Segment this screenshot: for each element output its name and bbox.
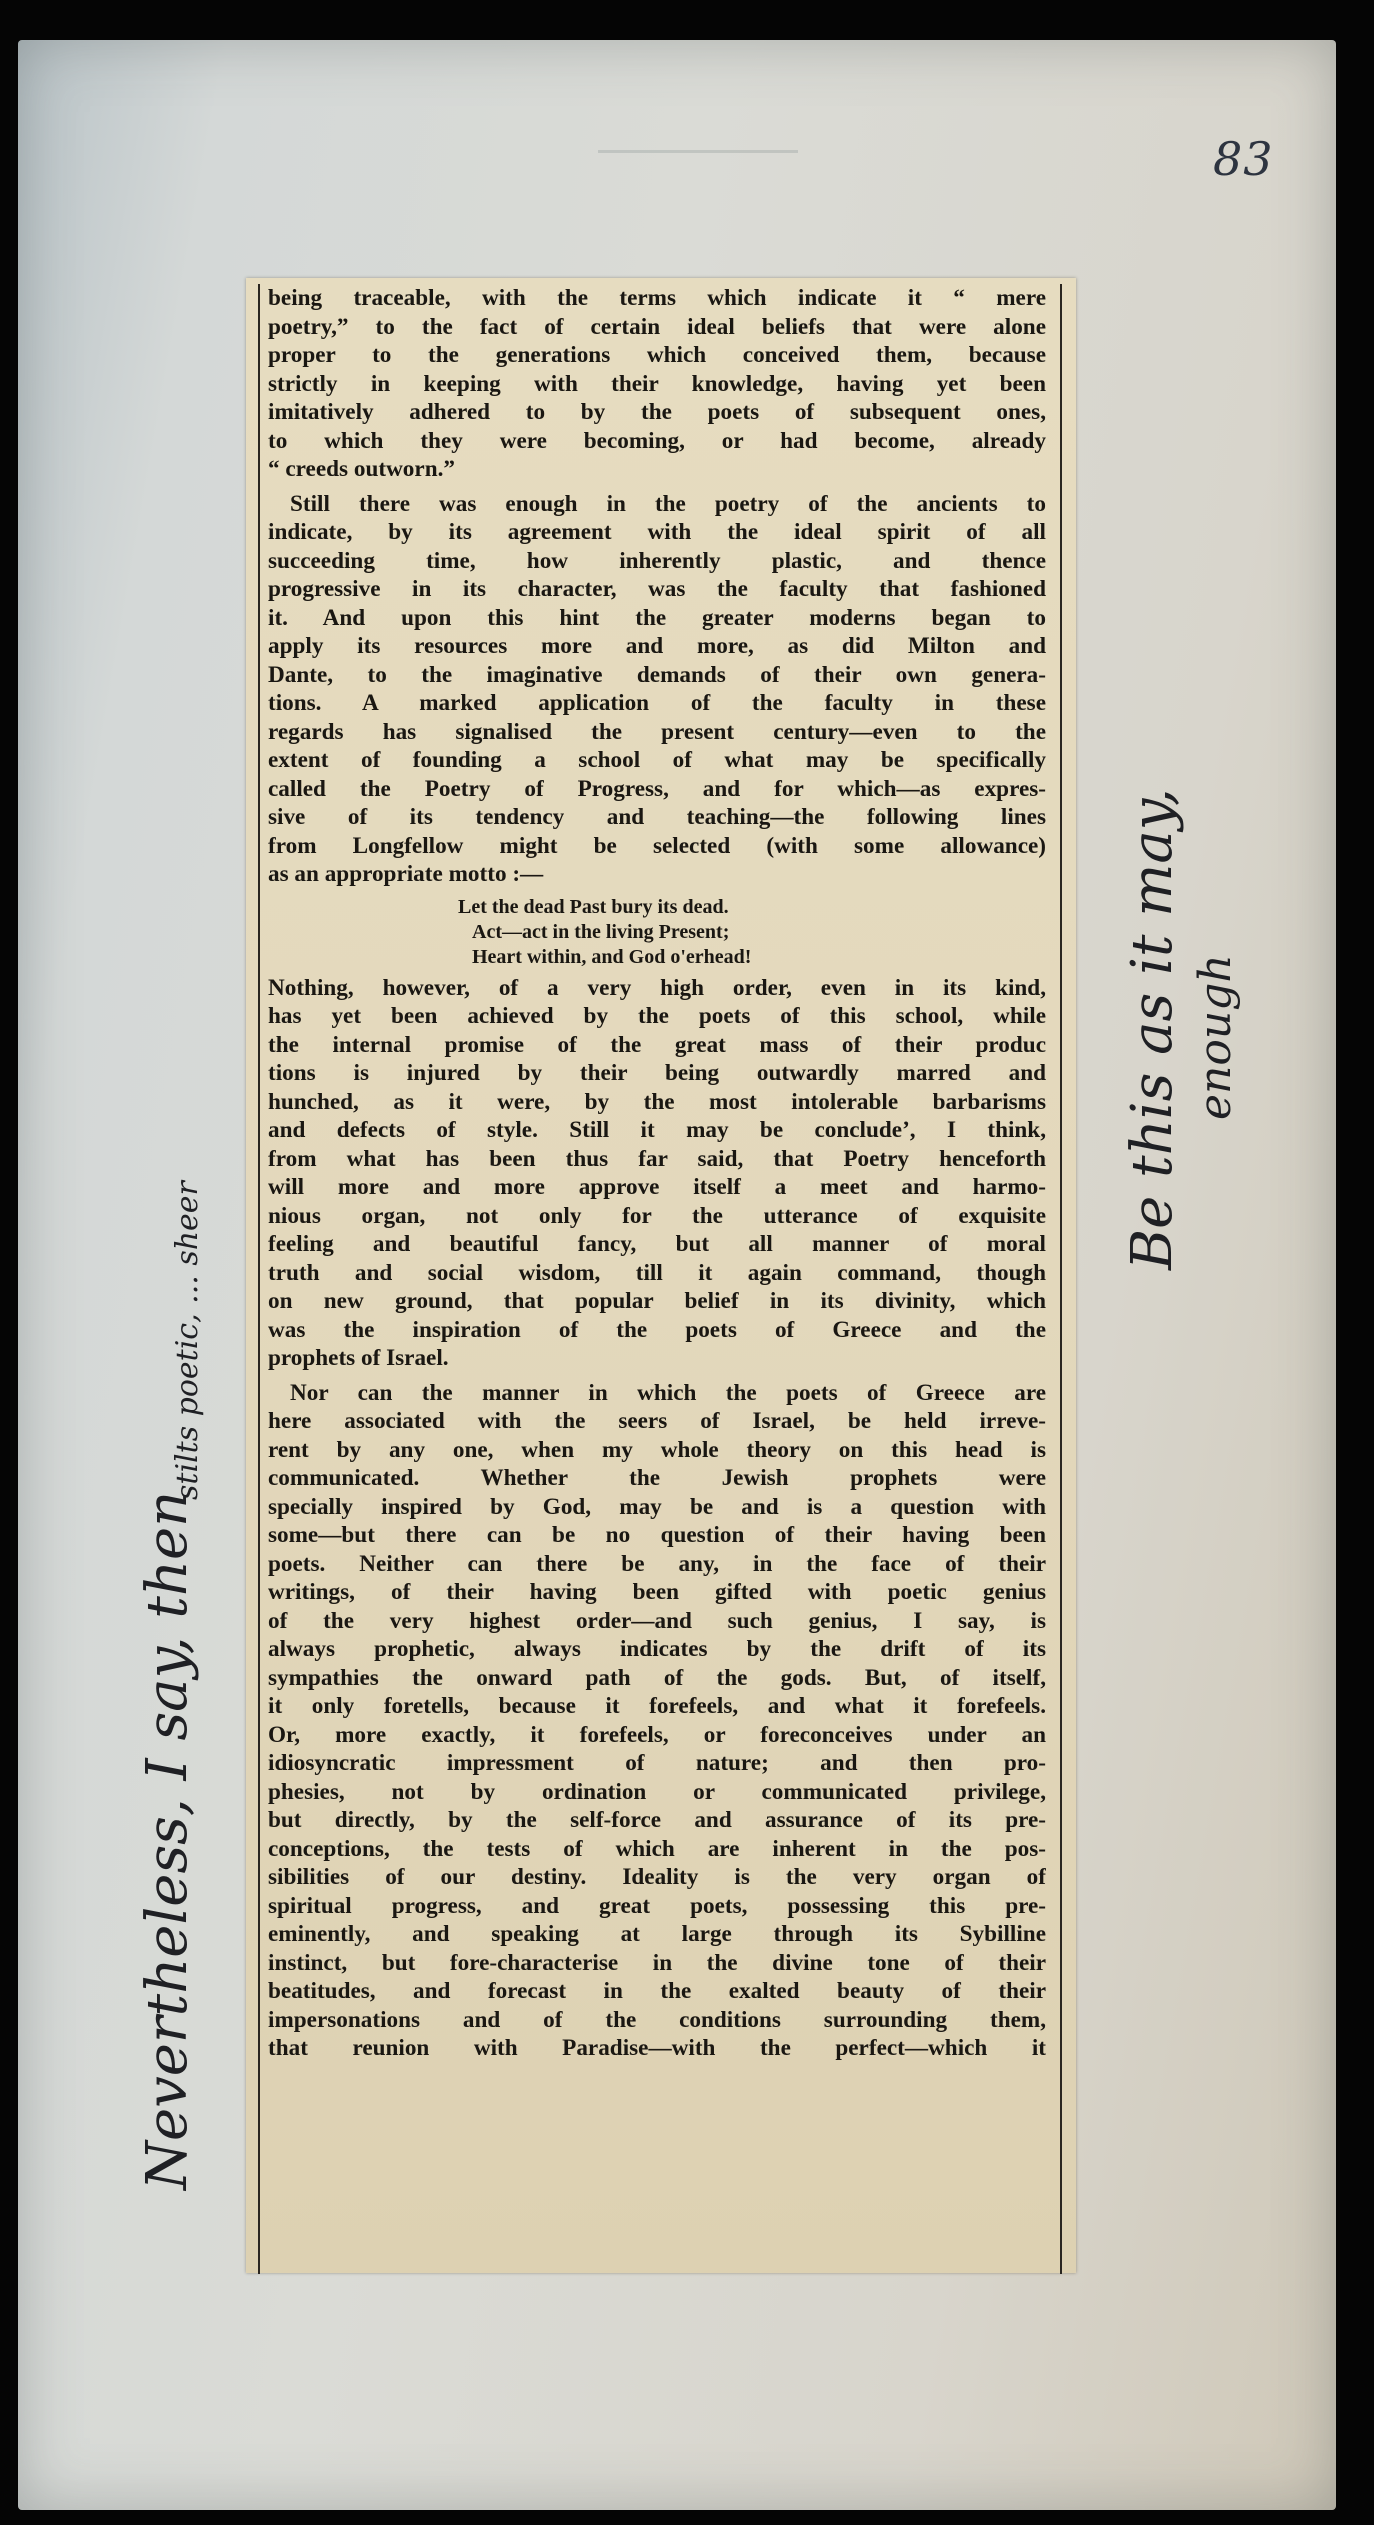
text-line: of the very highest order—and such genius, I say, is: [268, 1607, 1046, 1634]
text-line: the internal promise of the great mass of their produc: [268, 1031, 1046, 1058]
text-line: sive of its tendency and teaching—the following lines: [268, 804, 1046, 830]
text-line: tions. A marked application of the faculty in these: [268, 690, 1046, 716]
text-line: some—but there can be no question of their having been: [268, 1522, 1046, 1548]
column-rule-right: [1060, 284, 1062, 2274]
column-rule-left: [258, 284, 260, 2274]
text-line: from Longfellow might be selected (with some allowance): [268, 832, 1046, 859]
text-line: progressive in its character, was the faculty that fashioned: [268, 576, 1046, 602]
longfellow-quote: [458, 895, 1046, 970]
text-line: strictly in keeping with their knowledge, having yet been: [268, 370, 1046, 397]
text-line: writings, of their having been gifted with poetic genius: [268, 1579, 1046, 1605]
text-line: being traceable, with the terms which indicate it “ mere: [268, 285, 1046, 311]
text-line: nious organ, not only for the utterance of exquisite: [268, 1202, 1046, 1229]
page-number: 83: [1213, 132, 1274, 186]
text-line: sympathies the onward path of the gods. But, of itself,: [268, 1664, 1046, 1691]
text-line: regards has signalised the present century—even to the: [268, 718, 1046, 745]
text-line: Or, more exactly, it forefeels, or foreconceives under an: [268, 1721, 1046, 1748]
handwritten-note-right-small: enough: [1190, 954, 1241, 1120]
newspaper-clipping: [246, 278, 1076, 2273]
text-line: on new ground, that popular belief in its divinity, which: [268, 1288, 1046, 1314]
text-line: extent of founding a school of what may be specifically: [268, 747, 1046, 773]
text-line: but directly, by the self-force and assurance of its pre-: [268, 1807, 1046, 1833]
paragraph-4: [268, 1379, 1046, 2063]
text-line: communicated. Whether the Jewish prophets were: [268, 1465, 1046, 1491]
text-line: Dante, to the imaginative demands of their own genera-: [268, 661, 1046, 688]
text-line: hunched, as it were, by the most intolerable barbarisms: [268, 1088, 1046, 1115]
text-line: truth and social wisdom, till it again command, though: [268, 1259, 1046, 1286]
text-line: idiosyncratic impressment of nature; and then pro-: [268, 1750, 1046, 1776]
text-line: Still there was enough in the poetry of the ancients to: [290, 490, 1046, 517]
text-line: prophets of Israel.: [268, 1345, 449, 1371]
clipping-text: [268, 284, 1046, 2069]
bleed-through-mark: [598, 150, 798, 223]
quote-line: Act—act in the living Present;: [472, 920, 730, 943]
text-line: instinct, but fore-characterise in the divine tone of their: [268, 1949, 1046, 1976]
text-line: sibilities of our destiny. Ideality is the very organ of: [268, 1864, 1046, 1890]
handwritten-note-left-small: stilts poetic, ... sheer: [170, 1181, 205, 1500]
handwritten-note-right: Be this as it may,: [1120, 788, 1185, 1270]
text-line: will more and more approve itself a meet and harmo-: [268, 1174, 1046, 1200]
quote-line: Let the dead Past bury its dead.: [458, 895, 729, 918]
text-line: “ creeds outworn.”: [268, 456, 455, 482]
text-line: tions is injured by their being outwardly marred and: [268, 1060, 1046, 1086]
text-line: indicate, by its agreement with the ideal spirit of all: [268, 519, 1046, 545]
text-line: to which they were becoming, or had become, already: [268, 427, 1046, 454]
text-line: proper to the generations which conceived them, because: [268, 342, 1046, 368]
quote-line: Heart within, and God o'erhead!: [472, 945, 752, 968]
text-line: eminently, and speaking at large through its Sybilline: [268, 1921, 1046, 1947]
text-line: Nor can the manner in which the poets of Greece are: [290, 1379, 1046, 1406]
text-line: was the inspiration of the poets of Greece and the: [268, 1316, 1046, 1343]
text-line: beatitudes, and forecast in the exalted beauty of their: [268, 1978, 1046, 2004]
paragraph-2: [268, 490, 1046, 889]
text-line: phesies, not by ordination or communicated privilege,: [268, 1778, 1046, 1805]
text-line: imitatively adhered to by the poets of subsequent ones,: [268, 399, 1046, 425]
text-line: Nothing, however, of a very high order, even in its kind,: [268, 974, 1046, 1001]
text-line: here associated with the seers of Israel, be held irreve-: [268, 1408, 1046, 1434]
text-line: and defects of style. Still it may be conclude’, I think,: [268, 1117, 1046, 1143]
paragraph-3: [268, 974, 1046, 1373]
text-line: impersonations and of the conditions surrounding them,: [268, 2006, 1046, 2033]
text-line: it. And upon this hint the greater moderns began to: [268, 604, 1046, 631]
text-line: as an appropriate motto :—: [268, 861, 544, 887]
handwritten-note-left: Nevertheless, I say, then: [135, 1490, 200, 2190]
text-line: poets. Neither can there be any, in the face of their: [268, 1550, 1046, 1577]
text-line: apply its resources more and more, as did Milton and: [268, 633, 1046, 659]
text-line: called the Poetry of Progress, and for which—as expres-: [268, 775, 1046, 802]
text-line: that reunion with Paradise—with the perfect—which it: [268, 2035, 1046, 2061]
text-line: has yet been achieved by the poets of this school, while: [268, 1003, 1046, 1029]
text-line: poetry,” to the fact of certain ideal beliefs that were alone: [268, 313, 1046, 340]
text-line: always prophetic, always indicates by the drift of its: [268, 1636, 1046, 1662]
text-line: specially inspired by God, may be and is a question with: [268, 1493, 1046, 1520]
text-line: feeling and beautiful fancy, but all manner of moral: [268, 1231, 1046, 1257]
text-line: spiritual progress, and great poets, possessing this pre-: [268, 1892, 1046, 1919]
text-line: succeeding time, how inherently plastic, and thence: [268, 547, 1046, 574]
paragraph-1: [268, 284, 1046, 484]
text-line: from what has been thus far said, that Poetry henceforth: [268, 1145, 1046, 1172]
text-line: it only foretells, because it forefeels, and what it forefeels.: [268, 1693, 1046, 1719]
text-line: conceptions, the tests of which are inherent in the pos-: [268, 1835, 1046, 1862]
text-line: rent by any one, when my whole theory on this head is: [268, 1436, 1046, 1463]
